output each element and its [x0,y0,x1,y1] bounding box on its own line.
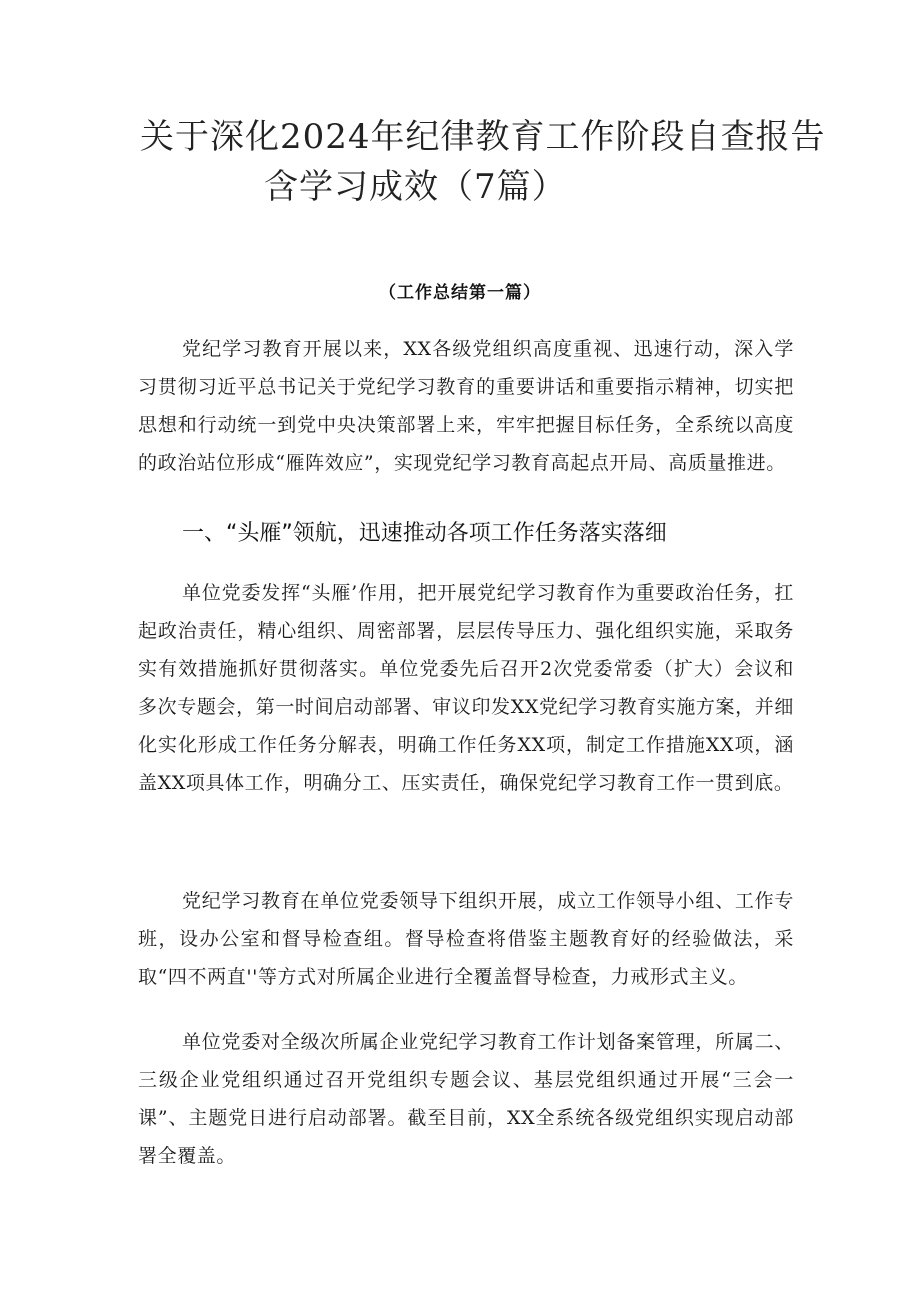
title-line-2: 含学习成效（7篇） [264,167,567,207]
section-heading: 一、“头雁”领航，迅速推动各项工作任务落实落细 [182,521,667,546]
body-paragraph: 党纪学习教育在单位党委领导下组织开展，成立工作领导小组、工作专班，设办公室和督导检查组。督导检查将借鉴主题教育好的经验做法，采取“四不两直''等方式对所属企业进行全覆盖督导检查，力戒形式主义。 [138,890,794,988]
title-line-1: 关于深化2024年纪律教育工作阶段自查报告 [140,117,826,157]
document-subtitle: （工作总结第一篇） [379,283,541,303]
intro-paragraph: 党纪学习教育开展以来，XX各级党组织高度重视、迅速行动，深入学习贯彻习近平总书记关于党纪学习教育的重要讲话和重要指示精神，切实把思想和行动统一到党中央决策部署上来，牢牢把握目标任务，全系统以高度的政治站位形成“雁阵效应”，实现党纪学习教育高起点开局、高质量推进。 [138,338,794,474]
document-title [140,112,826,212]
body-paragraph: 单位党委对全级次所属企业党纪学习教育工作计划备案管理，所属二、三级企业党组织通过召开党组织专题会议、基层党组织通过开展“三会一课”、主题党日进行启动部署。截至目前，XX全系统各级党组织实现启动部署全覆盖。 [138,1031,794,1167]
body-paragraph: 单位党委发挥“头雁’作用，把开展党纪学习教育作为重要政治任务，扛起政治责任，精心组织、周密部署，层层传导压力、强化组织实施，采取务实有效措施抓好贯彻落实。单位党委先后召开2次党委常委（扩大）会议和多次专题会，第一时间启动部署、审议印发XX党纪学习教育实施方案，并细化实化形成工作任务分解表，明确工作任务XX项，制定工作措施XX项，涵盖XX项具体工作，明确分工、压实责任，确保党纪学习教育工作一贯到底。 [138,582,794,794]
